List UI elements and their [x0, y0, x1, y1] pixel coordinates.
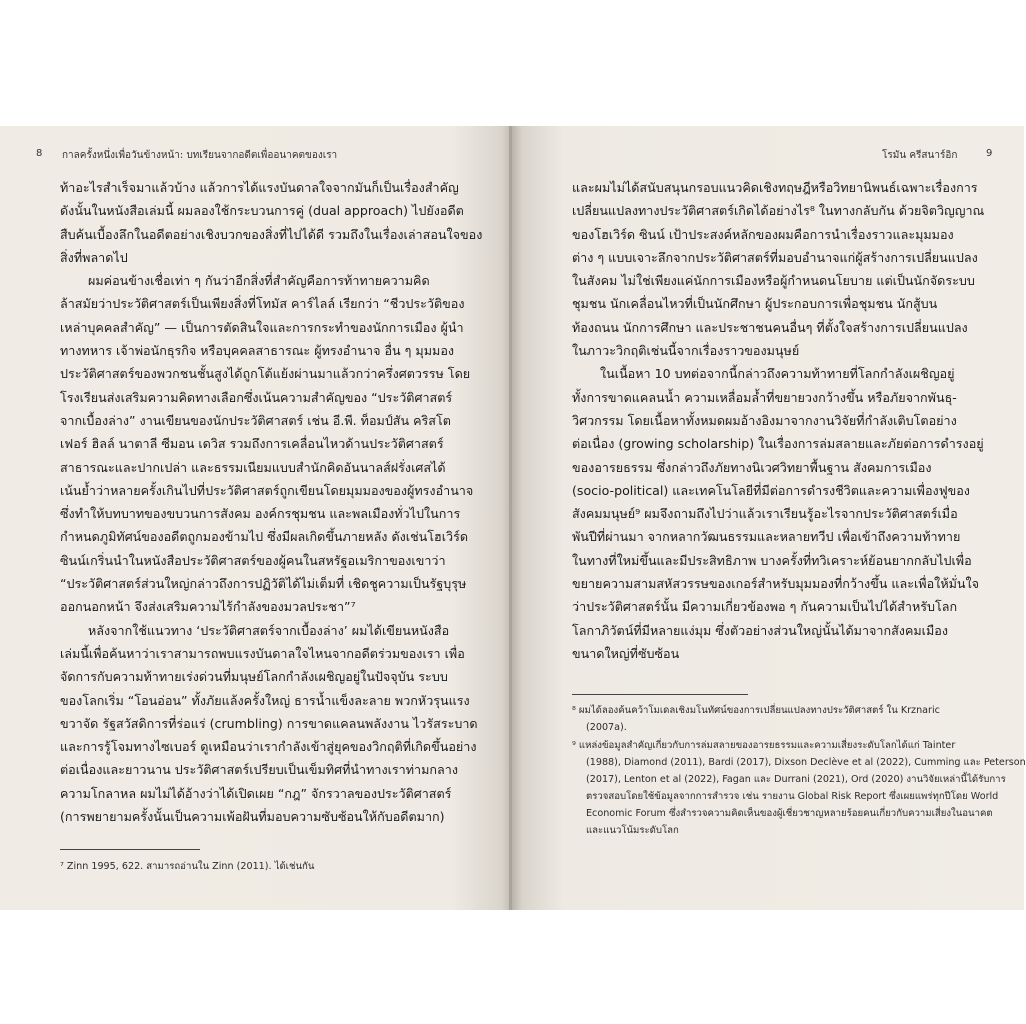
left-body-line: เฟอร์ ฮิลล์ นาตาลี ซีมอน เดวิส รวมถึงการเคลื่อนไหวด้านประวัติศาสตร์: [60, 436, 444, 452]
left-body-line: สาธารณะและปากเปล่า และธรรมเนียมแบบสำนักคิดอันนาลส์ฝรั่งเศสได้: [60, 459, 446, 475]
right-body-line: ในเนื้อหา 10 บทต่อจากนี้กล่าวถึงความท้าทายที่โลกกำลังเผชิญอยู่: [600, 366, 955, 382]
right-footnote-line: (2007a).: [586, 722, 627, 733]
left-body-line: จัดการกับความท้าทายเร่งด่วนที่มนุษย์โลกกำลังเผชิญอยู่ในปัจจุบัน ระบบ: [60, 669, 448, 685]
right-footnote-line: (2017), Lenton et al (2022), Fagan และ Durrani (2021), Ord (2020) งานวิจัยเหล่านี้ได้รับการ: [586, 774, 1006, 785]
left-body-line: ประวัติศาสตร์ของพวกชนชั้นสูงได้ถูกโต้แย้งผ่านมาแล้วกว่าครึ่งศตวรรษ โดย: [60, 366, 471, 382]
left-body-line: กำหนดภูมิทัศน์ของอดีตถูกมองข้ามไป ซึ่งมีผลเกิดขึ้นภายหลัง ดังเช่นโฮเวิร์ด: [60, 529, 469, 545]
right-footnote-line: ตรวจสอบโดยใช้ข้อมูลจากการสำรวจ เช่น รายงาน Global Risk Report ซึ่งเผยแพร่ทุกปีโดย World: [586, 791, 999, 802]
right-body-line: ของอารยธรรม ซึ่งกล่าวถึงภัยทางนิเวศวิทยาพื้นฐาน สังคมการเมือง: [572, 459, 932, 475]
right-footnote-line: ⁸ ผมได้ลองค้นคว้าโมเดลเชิงมโนทัศน์ของการเปลี่ยนแปลงทางประวัติศาสตร์ ใน Krznaric: [572, 705, 940, 716]
right-footnote-line: ⁹ แหล่งข้อมูลสำคัญเกี่ยวกับการล่มสลายของอารยธรรมและความเสี่ยงระดับโลกได้แก่ Tainter: [572, 740, 956, 751]
right-body-line: ขนาดใหญ่ที่ซับซ้อน: [572, 645, 680, 661]
left-body-line: ทางทหาร เจ้าพ่อนักธุรกิจ หรือบุคคลสาธารณะ ผู้ทรงอำนาจ อื่น ๆ มุมมอง: [60, 343, 455, 359]
right-body-line: ขยายความสามสหัสวรรษของเกอร์สำหรับมุมมองที่กว้างขึ้น และเพื่อให้มั่นใจ: [572, 576, 980, 592]
left-body-line: ซึ่งทำให้บทบาทของขบวนการสังคม องค์กรชุมชน และพลเมืองทั่วไปในการ: [60, 506, 461, 522]
right-running-head: โรมัน ครีสนาร์อิก: [882, 150, 958, 161]
left-body-line: ความโกลาหล ผมไม่ได้อ้างว่าได้เปิดเผย “กฎ” จักรวาลของประวัติศาสตร์: [60, 785, 452, 801]
left-body-line: และการรู้โจมทางไซเบอร์ ดูเหมือนว่าเรากำลังเข้าสู่ยุคของวิกฤติที่เกิดขึ้นอย่าง: [60, 739, 477, 755]
right-footnote: [572, 702, 972, 736]
right-body-line: วิศวกรรม โดยเนื้อหาทั้งหมดผมอ้างอิงมาจากงานวิจัยที่กำลังเติบโตอย่าง: [572, 412, 957, 428]
left-body-line: สิ่งที่พลาดไป: [60, 249, 128, 265]
right-body-line: ต่าง ๆ แบบเจาะลึกจากประวัติศาสตร์ที่มอบอำนาจแก่ผู้สร้างการเปลี่ยนแปลง: [572, 249, 978, 265]
left-footnote-line: ⁷ Zinn 1995, 622. สามารถอ่านใน Zinn (2011). ได้เช่นกัน: [60, 861, 315, 872]
left-body-line: โรงเรียนส่งเสริมความคิดทางเลือกซึ่งเน้นความสำคัญของ “ประวัติศาสตร์: [60, 389, 453, 405]
right-footnote-line: Economic Forum ซึ่งสำรวจความคิดเห็นของผู้เชี่ยวชาญหลายร้อยคนเกี่ยวกับความเสี่ยงในอนาคต: [586, 808, 993, 819]
left-body-line: ล้าสมัยว่าประวัติศาสตร์เป็นเพียงสิ่งที่โทมัส คาร์ไลล์ เรียกว่า “ชีวประวัติของ: [60, 296, 465, 312]
right-body-line: ในทางที่ใหม่ขึ้นและมีประสิทธิภาพ บางครั้งที่ทวิเคราะห์ย้อนยากกลับไปเพื่อ: [572, 552, 972, 568]
right-page-number: 9: [986, 148, 993, 159]
right-footnote-line: และแนวโน้มระดับโลก: [586, 825, 679, 836]
left-body-line: ต่อเนื่องและยาวนาน ประวัติศาสตร์เปรียบเป็นเข็มทิศที่นำทางเราท่ามกลาง: [60, 762, 458, 778]
right-footnote-line: (1988), Diamond (2011), Bardi (2017), Dixson Declève et al (2022), Cumming และ Peterson: [586, 757, 1026, 768]
left-body-line: ออกนอกหน้า จึงส่งเสริมความไร้กำลังของมวลประชา”⁷: [60, 599, 356, 615]
right-footnote-rule: [572, 694, 748, 695]
left-body-line: เหล่าบุคคลสำคัญ” — เป็นการตัดสินใจและการกระทำของนักการเมือง ผู้นำ: [60, 319, 464, 335]
book-spread: [0, 126, 1024, 910]
right-page: [512, 126, 1024, 910]
right-body-line: ของโฮเวิร์ด ซินน์ เป้าประสงค์หลักของผมคือการนำเรื่องราวและมุมมอง: [572, 226, 954, 242]
left-footnote: [60, 858, 458, 875]
right-body-line: โลกาภิวัตน์ที่มีหลายแง่มุม ซึ่งตัวอย่างส่วนใหญ่นั้นได้มาจากสังคมเมือง: [572, 622, 949, 638]
left-body-line: (การพยายามครั้งนั้นเป็นความเพ้อฝันที่มอบความซับซ้อนให้กับอดีตมาก): [60, 809, 445, 825]
left-footnotes: [60, 858, 458, 876]
right-footnotes: [572, 702, 1026, 840]
left-body-line: สืบค้นเบื้องลึกในอดีตอย่างเชิงบวกของสิ่งที่ไปได้ดี รวมถึงในเรื่องเล่าสอนใจของ: [60, 226, 483, 242]
right-body-line: ว่าประวัติศาสตร์นั้น มีความเกี่ยวข้องพอ ๆ กันความเป็นไปได้สำหรับโลก: [572, 599, 958, 615]
left-body-line: ของโลกเริ่ม “โอนอ่อน” ทั้งภัยแล้งครั้งใหญ่ ธารน้ำแข็งละลาย พวกหัวรุนแรง: [60, 692, 470, 708]
left-body-line: เน้นย้ำว่าหลายครั้งเกินไปที่ประวัติศาสตร์ถูกเขียนโดยมุมมองของผู้ทรงอำนาจ: [60, 482, 474, 498]
right-body-line: ในภาวะวิกฤติเช่นนี้จากเรื่องราวของมนุษย์: [572, 343, 800, 359]
right-body-line: พันปีที่ผ่านมา จากหลากวัฒนธรรมและหลายทวีป เพื่อเข้าถึงความท้าทาย: [572, 529, 961, 545]
right-body-line: ในสังคม ไม่ใช่เพียงแค่นักการเมืองหรือผู้กำหนดนโยบาย แต่เป็นนักจัดระบบ: [572, 273, 975, 289]
left-body-line: หลังจากใช้แนวทาง ‘ประวัติศาสตร์จากเบื้องล่าง’ ผมได้เขียนหนังสือ: [88, 622, 450, 638]
left-body-line: เล่มนี้เพื่อค้นหาว่าเราสามารถพบแรงบันดาลใจไหนจากอดีตร่วมของเรา เพื่อ: [60, 645, 465, 661]
left-body-line: ขวาจัด รัฐสวัสดิการที่ร่อแร่ (crumbling) การขาดแคลนพลังงาน ไวรัสระบาด: [60, 715, 478, 731]
left-page-number: 8: [36, 148, 43, 159]
right-body-line: และผมไม่ได้สนับสนุนกรอบแนวคิดเชิงทฤษฎีหรือวิทยานิพนธ์เฉพาะเรื่องการ: [572, 180, 978, 195]
left-body-line: “ประวัติศาสตร์ส่วนใหญ่กล่าวถึงการปฏิวัติได้ไม่เต็มที่ เชิดชูความเป็นรัฐบุรุษ: [60, 576, 467, 592]
left-body-text: [60, 176, 483, 828]
right-body-line: เปลี่ยนแปลงทางประวัติศาสตร์เกิดได้อย่างไร⁸ ในทางกลับกัน ด้วยจิตวิญญาณ: [572, 203, 985, 219]
right-footnote: [572, 737, 1026, 839]
left-body-line: ดังนั้นในหนังสือเล่มนี้ ผมลองใช้กระบวนการคู่ (dual approach) ไปยังอดีต: [60, 203, 464, 219]
left-body-line: ท้าอะไรสำเร็จมาแล้วบ้าง แล้วการได้แรงบันดาลใจจากมันก็เป็นเรื่องสำคัญ: [60, 180, 459, 195]
right-body-line: ทั้งการขาดแคลนน้ำ ความเหลื่อมล้ำที่ขยายวงกว้างขึ้น หรือภัยจากพันธุ-: [572, 389, 957, 405]
left-body-line: จากเบื้องล่าง” งานเขียนของนักประวัติศาสตร์ เช่น อี.พี. ท็อมป์สัน คริสโต: [60, 412, 451, 428]
left-page: [0, 126, 512, 910]
right-body-line: ท้องถนน นักการศึกษา และประชาชนคนอื่นๆ ที่ตั้งใจสร้างการเปลี่ยนแปลง: [572, 319, 968, 335]
right-body-line: สังคมมนุษย์⁹ ผมจึงถามถึงไปว่าแล้วเราเรียนรู้อะไรจากประวัติศาสตร์เมื่อ: [572, 506, 958, 522]
left-body-line: ผมค่อนข้างเชื่อเท่า ๆ กันว่าอีกสิ่งที่สำคัญคือการท้าทายความคิด: [88, 273, 430, 289]
right-body-line: ชุมชน นักเคลื่อนไหวที่เป็นนักศึกษา ผู้ประกอบการเพื่อชุมชน นักสู้บน: [572, 296, 938, 312]
right-body-text: [572, 176, 985, 665]
left-footnote-rule: [60, 849, 200, 850]
left-body-line: ซินน์เกริ่นนำในหนังสือประวัติศาสตร์ของผู้คนในสหรัฐอเมริกาของเขาว่า: [60, 552, 446, 568]
right-body-line: ต่อเนื่อง (growing scholarship) ในเรื่องการล่มสลายและภัยต่อการดำรงอยู่: [572, 436, 984, 452]
right-body-line: (socio-political) และเทคโนโลยีที่มีต่อการดำรงชีวิตและความเพื่องฟูของ: [572, 482, 970, 498]
left-running-head: กาลครั้งหนึ่งเพื่อวันข้างหน้า: บทเรียนจากอดีตเพื่ออนาคตของเรา: [62, 150, 338, 161]
